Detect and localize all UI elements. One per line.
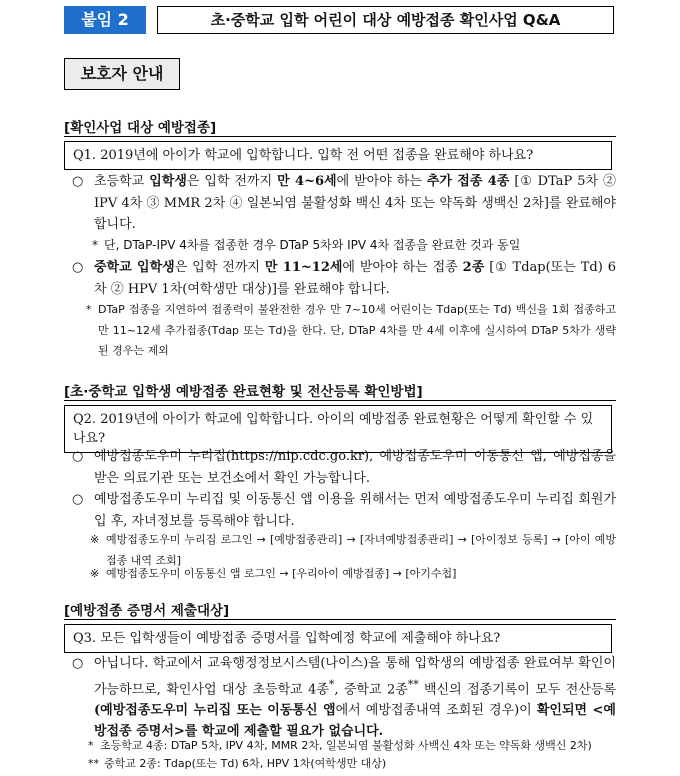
- reference-text: 예방접종도우미 누리집 로그인 → [예방접종관리] → [자녀예방접종관리] → [아이정보 등록] → [아이 예방접종 내역 조회]: [106, 533, 616, 567]
- footnote-ref: **: [407, 678, 419, 691]
- reference-text: 예방접종도우미 이동통신 앱 로그인 → [우리아이 예방접종] → [아기수첩]: [106, 567, 457, 580]
- footnote-middle-2: [88, 755, 616, 773]
- emphasis-text: (예방접종도우미 누리집 또는 이동통신 앱: [94, 703, 336, 719]
- section-heading-certificate: [64, 599, 616, 619]
- emphasis-text: 만 4~6세: [277, 174, 337, 189]
- question-box-q3: Q3. 모든 입학생들이 예방접종 증명서를 입학예정 학교에 제출해야 하나요?: [64, 624, 612, 653]
- text-fragment: 에 받아야 하는: [336, 174, 427, 189]
- section-heading-text: [예방접종 증명서 제출대상]: [64, 603, 230, 619]
- text-fragment: , 중학교 2종: [334, 682, 408, 698]
- footnote-text: 초등학교 4종: DTaP 5차, IPV 4차, MMR 2차, 일본뇌염 불활성화 사백신 4차 또는 약독화 생백신 2차): [100, 739, 592, 752]
- section-heading-text: [확인사업 대상 예방접종]: [64, 120, 217, 136]
- text-fragment: 에서 예방접종내역 조회된 경우)이: [335, 703, 537, 719]
- bullet-mark: ○: [72, 260, 84, 275]
- attachment-badge: 붙임 2: [64, 6, 146, 34]
- section-divider: [64, 619, 616, 620]
- emphasis-text: 입학생: [137, 260, 175, 275]
- section-heading-target-vaccines: [64, 116, 616, 136]
- emphasis-text: 중학교: [94, 260, 138, 275]
- emphasis-text: 만 11~12세: [264, 260, 343, 275]
- footnote-elementary-4: [88, 737, 616, 755]
- answer-paragraph-where-to-check: [72, 446, 616, 489]
- text-fragment: 에 받아야 하는 접종: [342, 260, 463, 275]
- guardian-guide-label: 보호자 안내: [64, 58, 180, 90]
- emphasis-text: 입학생: [149, 174, 187, 189]
- answer-paragraph-registration: [72, 489, 616, 532]
- answer-paragraph-middle-school: [72, 257, 616, 300]
- section-divider: [64, 400, 616, 401]
- document-title: 초·중학교 입학 어린이 대상 예방접종 확인사업 Q&A: [157, 6, 614, 34]
- emphasis-text: 확인되면 <예방접종 증명서>를 학교에 제출할 필요가 없습니다.: [94, 703, 616, 740]
- footnote-dtap-ipv: [92, 235, 616, 256]
- section-divider: [64, 136, 616, 137]
- document-header: [64, 6, 612, 34]
- bullet-mark: ○: [72, 656, 84, 671]
- bullet-mark: ○: [72, 492, 84, 507]
- footnote-text: 단, DTaP-IPV 4차를 접종한 경우 DTaP 5차와 IPV 4차 접종을 완료한 것과 동일: [104, 238, 521, 252]
- answer-paragraph-elementary: [72, 171, 616, 236]
- text-fragment: [① DTaP 5차 ② IPV 4차 ③ MMR 2차 ④ 일본뇌염 불활성화 백신 4차 또는 약독화 생백신 2차]를 완료해야 합니다.: [94, 174, 616, 232]
- paragraph-text: 예방접종도우미 누리집 및 이동통신 앱 이용을 위해서는 먼저 예방접종도우미 누리집 회원가입 후, 자녀정보를 등록해야 합니다.: [94, 492, 616, 529]
- emphasis-text: 추가 접종 4종: [426, 174, 510, 189]
- footnote-mark: *: [92, 238, 98, 252]
- footnote-mark: *: [88, 739, 94, 752]
- question-box-q2: Q2. 2019년에 아이가 학교에 입학합니다. 아이의 예방접종 완료현황은 어떻게 확인할 수 있나요?: [64, 405, 612, 453]
- reference-mark: ※: [90, 533, 100, 546]
- bullet-mark: ○: [72, 174, 84, 189]
- footnote-mark: **: [88, 757, 99, 770]
- question-box-q1: Q1. 2019년에 아이가 학교에 입학합니다. 입학 전 어떤 접종을 완료해야 하나요?: [64, 141, 612, 170]
- text-fragment: 아닙니다. 학교에서 교육행정정보시스템(나이스)을 통해 입학생의 예방접종 완료여부 확인이 가능하므로, 확인사업 대상 초등학교 4종: [94, 656, 616, 698]
- reference-app-steps: [90, 564, 616, 585]
- text-fragment: 은 입학 전까지: [174, 260, 265, 275]
- footnote-text: 중학교 2종: Tdap(또는 Td) 6차, HPV 1차(여학생만 대상): [104, 757, 387, 770]
- footnote-ref: *: [328, 678, 335, 691]
- text-fragment: 백신의 접종기록이 모두 전산등록: [418, 682, 617, 698]
- paragraph-text: 예방접종도우미 누리집(https://nip.cdc.go.kr), 예방접종도우미 이동통신 앱, 예방접종을 받은 의료기관 또는 보건소에서 확인 가능합니다.: [94, 449, 616, 486]
- footnote-text: DTaP 접종을 지연하여 접종력이 불완전한 경우 만 7~10세 어린이는 Tdap(또는 Td) 백신을 1회 접종하고 만 11~12세 추가접종(Tdap 또는 Td)을 한다. 단, DTaP 4차를 만 4세 이후에 실시하여 DTaP 5차가 생략된 경우는 제외: [98, 303, 616, 357]
- emphasis-text: 2종: [462, 260, 485, 275]
- footnote-delayed-dtap: [86, 300, 616, 362]
- bullet-mark: ○: [72, 449, 84, 464]
- reference-mark: ※: [90, 567, 100, 580]
- text-fragment: 초등학교: [94, 174, 150, 189]
- footnote-mark: *: [86, 303, 92, 316]
- text-fragment: 은 입학 전까지: [186, 174, 278, 189]
- answer-paragraph-no-certificate: [72, 653, 616, 742]
- text-fragment: [① Tdap(또는 Td) 6차 ② HPV 1차(여학생만 대상)]를 완료해야 합니다.: [94, 260, 616, 297]
- section-heading-text: [초·중학교 입학생 예방접종 완료현황 및 전산등록 확인방법]: [64, 384, 423, 400]
- section-heading-check-method: [64, 380, 616, 400]
